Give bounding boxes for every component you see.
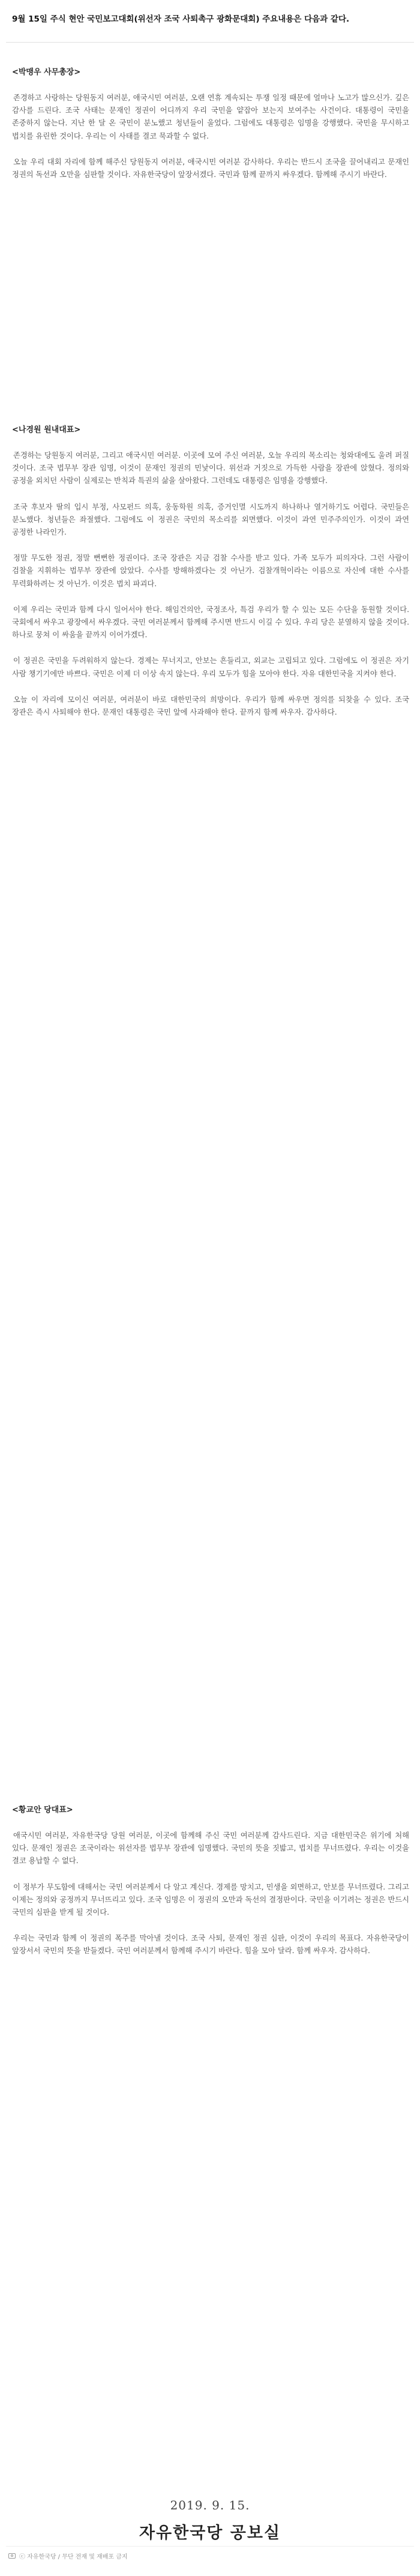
- section-heading: <황교안 당대표>: [12, 1806, 73, 1815]
- paragraph: 이제 우리는 국민과 함께 다시 일어서야 한다. 해임건의안, 국정조사, 특검 우리가 할 수 있는 모든 수단을 동원할 것이다. 국회에서 싸우고 광장에서 싸우겠다. 국민 여러분께서 함께해 주시면 반드시 이길 수 있다. 우리 당은 분열하지 않을 것이다. 하나로 뭉쳐 이 싸움을 끝까지 이어가겠다.: [12, 605, 409, 640]
- section-heading: <박맹우 사무총장>: [12, 68, 81, 77]
- release-date: 2019. 9. 15.: [170, 2498, 250, 2512]
- paragraph: 애국시민 여러분, 자유한국당 당원 여러분, 이곳에 함께해 주신 국민 여러분께 감사드린다. 지금 대한민국은 위기에 처해 있다. 문재인 정권은 조국이라는 위선자를 법무부 장관에 임명했다. 국민의 뜻을 짓밟고, 법치를 무너뜨렸다. 우리는 이것을 결코 용납할 수 없다.: [12, 1831, 409, 1866]
- title-divider: [6, 42, 414, 43]
- section-floor-leader: [6, 413, 414, 1794]
- paragraph: 우리는 국민과 함께 이 정권의 폭주를 막아낼 것이다. 조국 사퇴, 문재인 정권 심판, 이것이 우리의 목표다. 자유한국당이 앞장서서 국민의 뜻을 받들겠다. 국민 여러분께서 함께해 주시기 바란다. 힘을 모아 달라. 함께 싸우자. 감사하다.: [12, 1934, 409, 1956]
- paragraph: 존경하는 당원동지 여러분, 그리고 애국시민 여러분. 이곳에 모여 주신 여러분, 오늘 우리의 목소리는 청와대에도 울려 퍼질 것이다. 조국 법무부 장관 임명, 이것이 문재인 정권의 민낯이다. 위선과 거짓으로 가득한 사람을 장관에 앉혔다. 정의와 공정을 외치던 사람이 실제로는 반칙과 특권의 삶을 살아왔다. 그런데도 대통령은 임명을 강행했다.: [12, 451, 409, 485]
- paragraph: 이 정권은 국민을 두려워하지 않는다. 경제는 무너지고, 안보는 흔들리고, 외교는 고립되고 있다. 그럼에도 이 정권은 자기 사람 챙기기에만 바쁘다. 국민은 이제 더 이상 속지 않는다. 우리 모두가 힘을 모아야 한다. 자유 대한민국을 지켜야 한다.: [12, 656, 409, 678]
- paragraph: 이 정부가 무도함에 대해서는 국민 여러분께서 다 알고 계신다. 경제를 망치고, 민생을 외면하고, 안보를 무너뜨렸다. 그리고 이제는 정의와 공정까지 무너뜨리고 있다. 조국 임명은 이 정권의 오만과 독선의 결정판이다. 국민을 이기려는 정권은 반드시 국민의 심판을 받게 될 것이다.: [12, 1882, 409, 1917]
- image-caption: [8, 2551, 128, 2560]
- paragraph: 존경하고 사랑하는 당원동지 여러분, 애국시민 여러분, 오랜 연휴 계속되는 투쟁 일정 때문에 얼마나 노고가 많으신가. 깊은 감사를 드린다. 조국 사태는 문재인 정권이 어디까지 우리 국민을 얕잡아 보는지 보여주는 사건이다. 대통령이 국민을 존중하지 않는다. 지난 한 달 온 국민이 분노했고 청년들이 울었다. 그럼에도 대통령은 임명을 강행했다. 국민을 무시하고 법치를 유린한 것이다. 우리는 이 사태를 결코 묵과할 수 없다.: [12, 94, 409, 140]
- paragraph: 오늘 이 자리에 모이신 여러분, 여러분이 바로 대한민국의 희망이다. 우리가 함께 싸우면 정의를 되찾을 수 있다. 조국 장관은 즉시 사퇴해야 한다. 문재인 대통령은 국민 앞에 사과해야 한다. 끝까지 함께 싸우자. 감사하다.: [12, 695, 409, 717]
- section-secretary-general: [6, 56, 414, 413]
- camera-icon: [8, 2553, 16, 2559]
- paragraph: 조국 후보자 딸의 입시 부정, 사모펀드 의혹, 웅동학원 의혹, 증거인멸 시도까지 하나하나 열거하기도 어렵다. 국민들은 분노했다. 청년들은 좌절했다. 그럼에도 이 정권은 국민의 목소리를 외면했다. 이것이 과연 민주주의인가. 이것이 과연 공정한 나라인가.: [12, 502, 409, 537]
- press-release-title: 9월 15일 주식 현안 국민보고대회(위선자 조국 사퇴촉구 광화문대회) 주요내용은 다음과 같다.: [12, 14, 350, 24]
- section-heading: <나경원 원내대표>: [12, 425, 81, 434]
- caption-text: ⓒ 자유한국당 / 무단 전재 및 재배포 금지: [19, 2554, 128, 2560]
- organization-name: 자유한국당 공보실: [139, 2524, 281, 2542]
- section-party-leader: [6, 1794, 414, 2494]
- caption-divider: [6, 2546, 414, 2547]
- paragraph: 오늘 우리 대회 자리에 함께 해주신 당원동지 여러분, 애국시민 여러분 감사하다. 우리는 반드시 조국을 끌어내리고 문재인 정권의 독선과 오만을 심판할 것이다. 자유한국당이 앞장서겠다. 국민과 함께 끝까지 싸우겠다. 함께해 주시기 바란다.: [12, 157, 409, 179]
- paragraph: 정말 무도한 정권, 정말 뻔뻔한 정권이다. 조국 장관은 지금 검찰 수사를 받고 있다. 가족 모두가 피의자다. 그런 사람이 검찰을 지휘하는 법무부 장관에 앉았다. 수사를 방해하겠다는 것 아닌가. 검찰개혁이라는 이름으로 자신에 대한 수사를 무력화하려는 것 아닌가. 이것은 법치 파괴다.: [12, 554, 409, 588]
